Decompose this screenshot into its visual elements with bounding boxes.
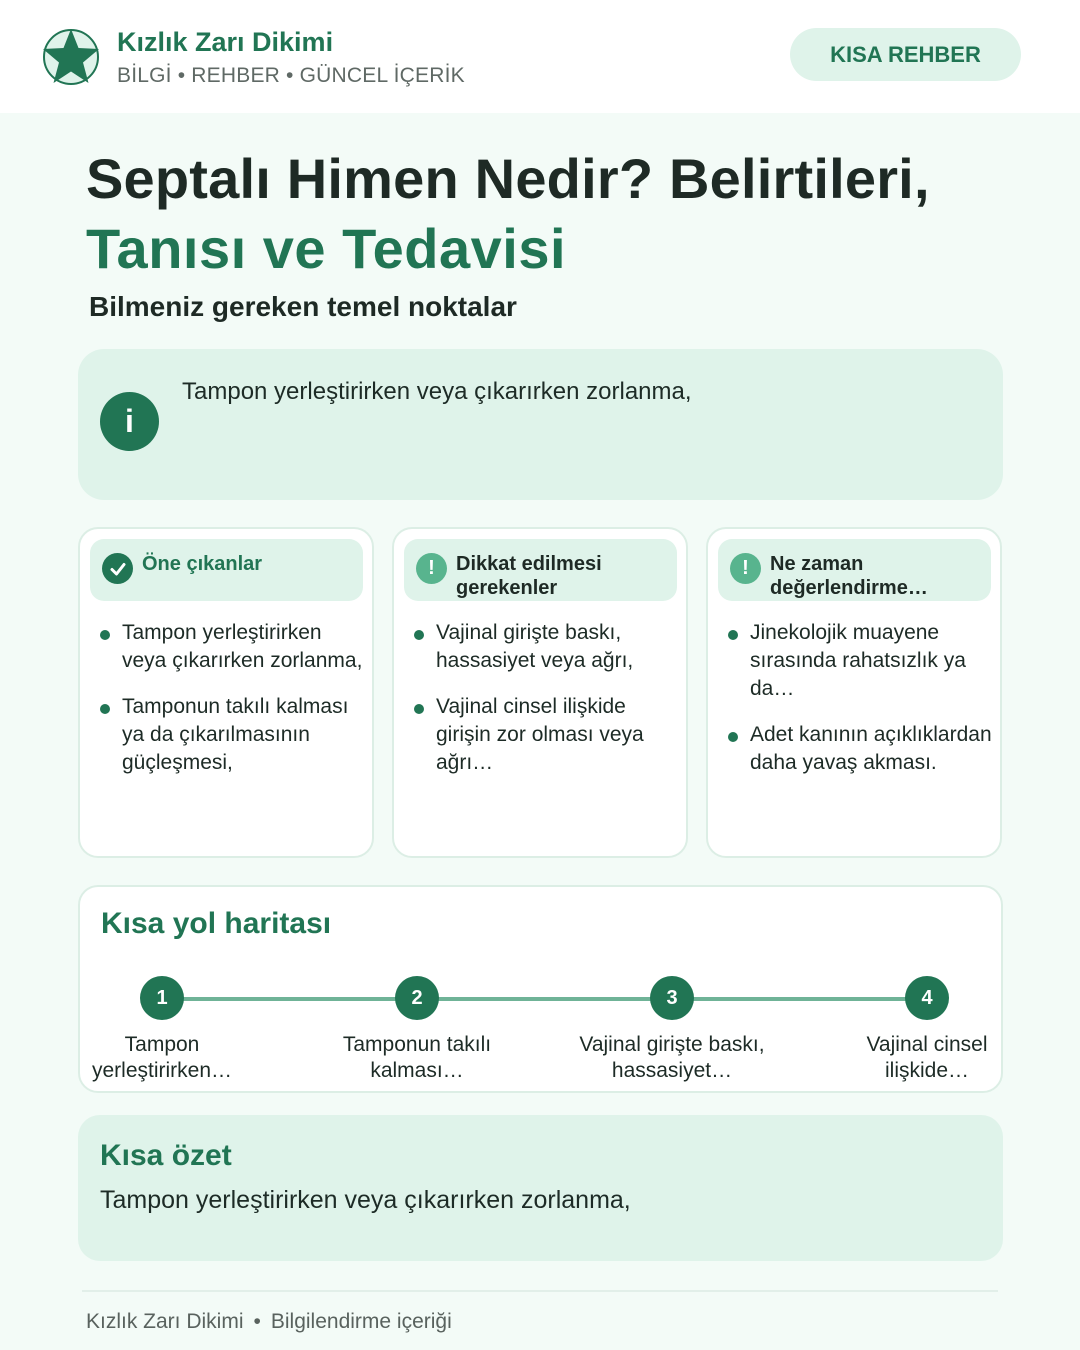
page-subtitle: Bilmeniz gereken temel noktalar [89,291,517,322]
step-label: Vajinal cinsel ilişkide… [866,1033,988,1082]
step-number: 1 [140,976,184,1020]
list-item: Vajinal cinsel ilişkide girişin zor olması veya ağrı… [414,693,679,777]
footer-note: Bilgilendirme içeriği [270,1310,452,1333]
card-title: Dikkat edilmesi gerekenler [456,553,602,599]
card-list [414,619,679,795]
summary-panel [78,1115,1003,1261]
list-item: Adet kanının açıklıklardan daha yavaş akması. [728,721,993,777]
card-title: Öne çıkanlar [142,553,263,575]
step-label: Tampon yerleştirirken… [92,1033,233,1082]
list-item: Vajinal girişte baskı, hassasiyet veya ağrı, [414,619,679,675]
card-list [728,619,993,795]
card-when-to-evaluate [706,527,1002,858]
list-item: Tamponun takılı kalması ya da çıkarılmasının güçleşmesi, [100,693,365,777]
page-title-line-1: Septalı Himen Nedir? Belirtileri, [86,147,930,210]
card-cautions [392,527,688,858]
card-title: Ne zaman değerlendirme… [770,553,928,599]
info-text: Tampon yerleştirirken veya çıkarırken zorlanma, [182,378,692,405]
step-number: 3 [650,976,694,1020]
card-highlights [78,527,374,858]
footer-separator: • [253,1310,261,1333]
exclamation-circle-icon: ! [730,553,761,584]
card-list [100,619,365,795]
roadmap-title: Kısa yol haritası [101,907,332,940]
brand-subtitle: BİLGİ • REHBER • GÜNCEL İÇERİK [117,64,465,87]
footer-divider [82,1290,998,1292]
exclamation-circle-icon: ! [416,553,447,584]
roadmap-panel [78,885,1003,1093]
footer-brand: Kızlık Zarı Dikimi [86,1310,244,1333]
step-label: Vajinal girişte baskı, hassasiyet… [579,1033,765,1082]
brand-title: Kızlık Zarı Dikimi [117,27,334,57]
step-number: 4 [905,976,949,1020]
card-header [718,539,991,601]
check-circle-icon [102,553,133,584]
summary-text: Tampon yerleştirirken veya çıkarırken zorlanma, [100,1186,631,1214]
info-callout [78,349,1003,500]
step-number: 2 [395,976,439,1020]
card-header [90,539,363,601]
step-label: Tamponun takılı kalması… [342,1033,492,1082]
summary-title: Kısa özet [100,1139,232,1172]
star-seal-icon [40,26,102,88]
guide-badge: KISA REHBER [790,28,1021,81]
footer [86,1310,452,1334]
list-item: Jinekolojik muayene sırasında rahatsızlık ya da… [728,619,993,703]
list-item: Tampon yerleştirirken veya çıkarırken zorlanma, [100,619,365,675]
card-header [404,539,677,601]
roadmap-line [162,997,928,1001]
top-bar [0,0,1080,113]
info-icon: i [100,392,159,451]
page-title-line-2: Tanısı ve Tedavisi [86,217,567,280]
